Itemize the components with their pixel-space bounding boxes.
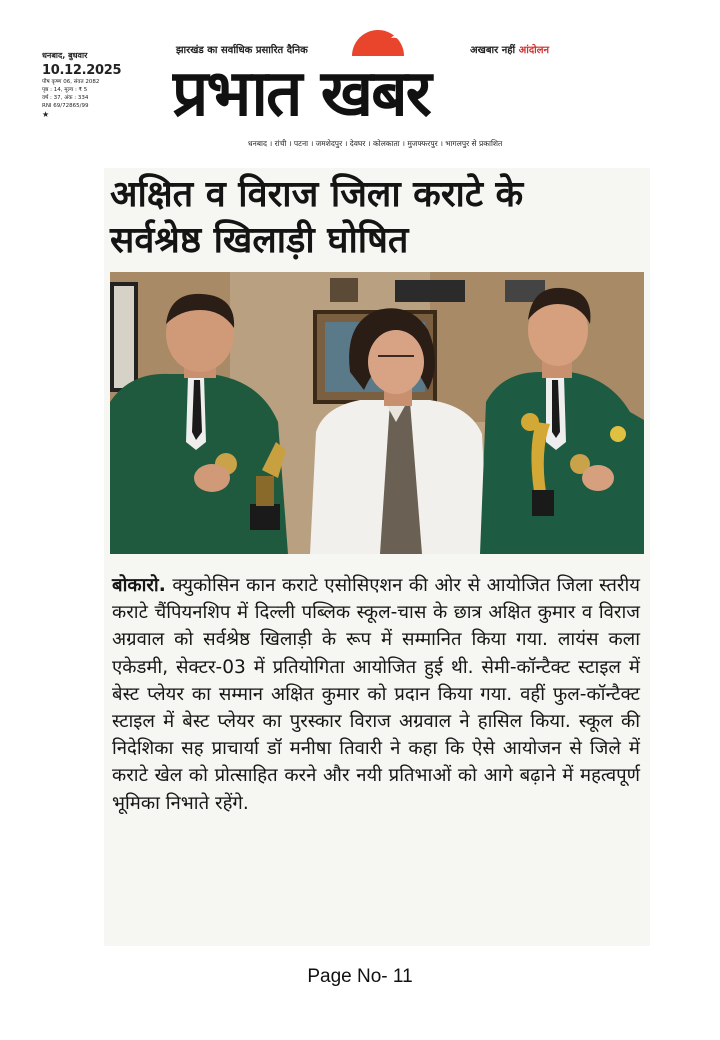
slogan-part-a: अखबार नहीं xyxy=(470,45,516,56)
bird-logo-icon xyxy=(390,32,408,45)
award-photo-illustration xyxy=(110,272,644,554)
volume-issue: वर्ष : 37, अंक : 334 xyxy=(42,95,89,101)
registration-number: RNI 69/72865/99 xyxy=(42,103,89,109)
city-day: धनबाद, बुधवार xyxy=(42,51,88,60)
headline-line-2: सर्वश्रेष्ठ खिलाड़ी घोषित xyxy=(110,220,409,261)
issue-info xyxy=(42,50,142,119)
page-number: Page No- 11 xyxy=(307,966,413,987)
newspaper-masthead xyxy=(0,0,720,160)
headline-line-1: अक्षित व विराज जिला कराटे के xyxy=(110,174,524,215)
article-headline xyxy=(110,172,630,264)
article-body xyxy=(112,572,640,817)
editions-line: धनबाद । रांची । पटना । जमशेदपुर । देवघर । कोलकाता । मुजफ्फरपुर । भागलपुर से प्रकाशित xyxy=(248,139,503,148)
article-photo xyxy=(110,272,644,554)
article-body-text: क्युकोसिन कान कराटे एसोसिएशन की ओर से आयोजित जिला स्तरीय कराटे चैंपियनशिप में दिल्ली पब्लिक स्कूल-चास के छात्र अक्षित कुमार व विराज अग्रवाल को सर्वश्रेष्ठ खिलाड़ी के रूप में सम्मानित किया गया. लायंस कला एकेडमी, सेक्टर-03 में प्रतियोगिता आयोजित हुई थी. सेमी-कॉन्टैक्ट स्टाइल में बेस्ट प्लेयर का सम्मान अक्षित कुमार को प्रदान किया गया. वहीं फुल-कॉन्टैक्ट स्टाइल में बेस्ट प्लेयर का पुरस्कार विराज अग्रवाल ने हासिल किया. स्कूल की निदेशिका सह प्राचार्या डॉ मनीषा तिवारी ने कहा कि ऐसे आयोजन से जिले में कराटे खेल को प्रोत्साहित करने और नयी प्रतिभाओं को आगे बढ़ाने में महत्वपूर्ण भूमिका निभाते रहेंगे. xyxy=(112,575,640,814)
article-dateline: बोकारो. xyxy=(112,575,166,596)
panchang-date: पौष कृष्ण 06, संवत 2082 xyxy=(42,79,100,85)
slogan-part-b: आंदोलन xyxy=(518,45,550,56)
masthead-tagline: झारखंड का सर्वाधिक प्रसारित दैनिक xyxy=(176,45,308,56)
issue-date: 10.12.2025 xyxy=(42,63,122,78)
newspaper-name: प्रभात खबर xyxy=(172,57,430,131)
star-icon: ★ xyxy=(42,110,50,119)
pages-price: पृष्ठ : 14, मूल्य : ₹ 5 xyxy=(42,87,88,93)
